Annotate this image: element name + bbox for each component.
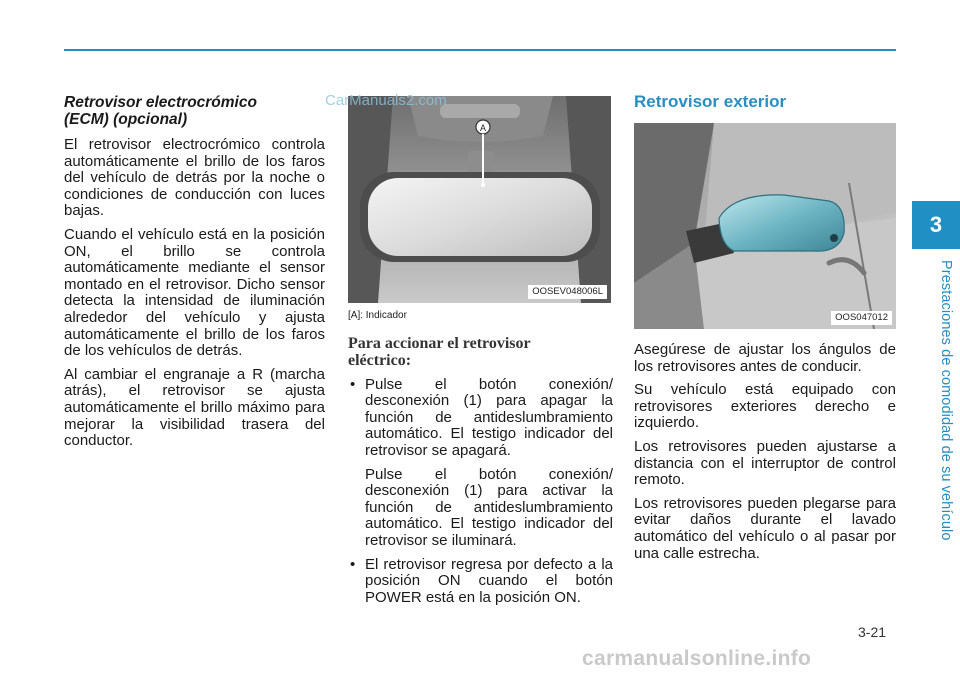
ecm-paragraph: Al cambiar el engranaje a R (marcha atrás), el retrovisor se ajusta automáticamente el brillo máximo para mejorar la visibilidad trasera del conductor.	[64, 365, 325, 450]
page-number: 3-21	[858, 624, 887, 640]
figure-caption: [A]: Indicador	[348, 310, 407, 321]
operation-heading-line1: Para accionar el retrovisor	[348, 334, 531, 352]
rearview-mirror-illustration	[348, 96, 611, 303]
figure-code: OOS047012	[831, 311, 892, 325]
bullet: •	[350, 375, 356, 393]
ecm-title-line1: Retrovisor electrocrómico	[64, 94, 257, 111]
figure-code: OOSEV048006L	[528, 285, 607, 299]
chapter-tab: 3	[912, 201, 960, 249]
column-exterior-mirror	[634, 92, 896, 569]
ecm-paragraph: El retrovisor electrocrómico controla automáticamente el brillo de los faros del vehículo de detrás por la noche o condiciones de conducción con luces bajas.	[64, 136, 325, 220]
operation-heading	[348, 335, 613, 369]
column-ecm-operation	[348, 96, 613, 613]
exterior-paragraph: Los retrovisores pueden ajustarse a distancia con el interruptor de control remoto.	[634, 437, 896, 489]
operation-list	[348, 377, 613, 607]
ecm-paragraph: Cuando el vehículo está en la posición ON, el brillo se controla automáticamente mediante el sensor montado en el retrovisor. Dicho sensor detecta la intensidad de iluminación alrededor del vehículo y ajusta automáticamente el brillo de los faros de los vehículos de detrás.	[64, 225, 325, 360]
exterior-mirror-heading: Retrovisor exterior	[634, 92, 787, 111]
list-paragraph: Pulse el botón conexión/ desconexión (1) para apagar la función de antideslumbramiento automático. El testigo indicador del retrovisor se apagará.	[365, 375, 613, 459]
ecm-title-line2: (ECM) (opcional)	[64, 111, 188, 128]
column-ecm	[64, 94, 325, 457]
bullet: •	[350, 555, 356, 573]
exterior-paragraph: Asegúrese de ajustar los ángulos de los retrovisores antes de conducir.	[634, 341, 896, 375]
exterior-paragraph: Los retrovisores pueden plegarse para evitar daños durante el lavado automático del vehículo o al pasar por una calle estrecha.	[634, 494, 896, 562]
list-item	[348, 377, 613, 550]
watermark-top: CarManuals2.com	[325, 92, 447, 109]
exterior-paragraph: Su vehículo está equipado con retrovisores exteriores derecho e izquierdo.	[634, 381, 896, 432]
list-paragraph: El retrovisor regresa por defecto a la posición ON cuando el botón POWER está en la posición ON.	[365, 555, 613, 606]
rearview-mirror-figure	[348, 96, 611, 303]
chapter-title: Prestaciones de comodidad de su vehículo	[938, 260, 954, 541]
ecm-title	[64, 94, 325, 128]
list-paragraph: Pulse el botón conexión/ desconexión (1) para activar la función de antideslumbramiento automático. El testigo indicador del retrovisor se iluminará.	[365, 465, 613, 549]
header-rule	[64, 49, 896, 51]
exterior-mirror-figure	[634, 123, 896, 329]
operation-heading-line2: eléctrico:	[348, 351, 412, 369]
footer-watermark: carmanualsonline.info	[582, 647, 812, 670]
list-item	[348, 557, 613, 607]
callout-label: A	[479, 123, 487, 133]
exterior-mirror-illustration	[634, 123, 896, 329]
